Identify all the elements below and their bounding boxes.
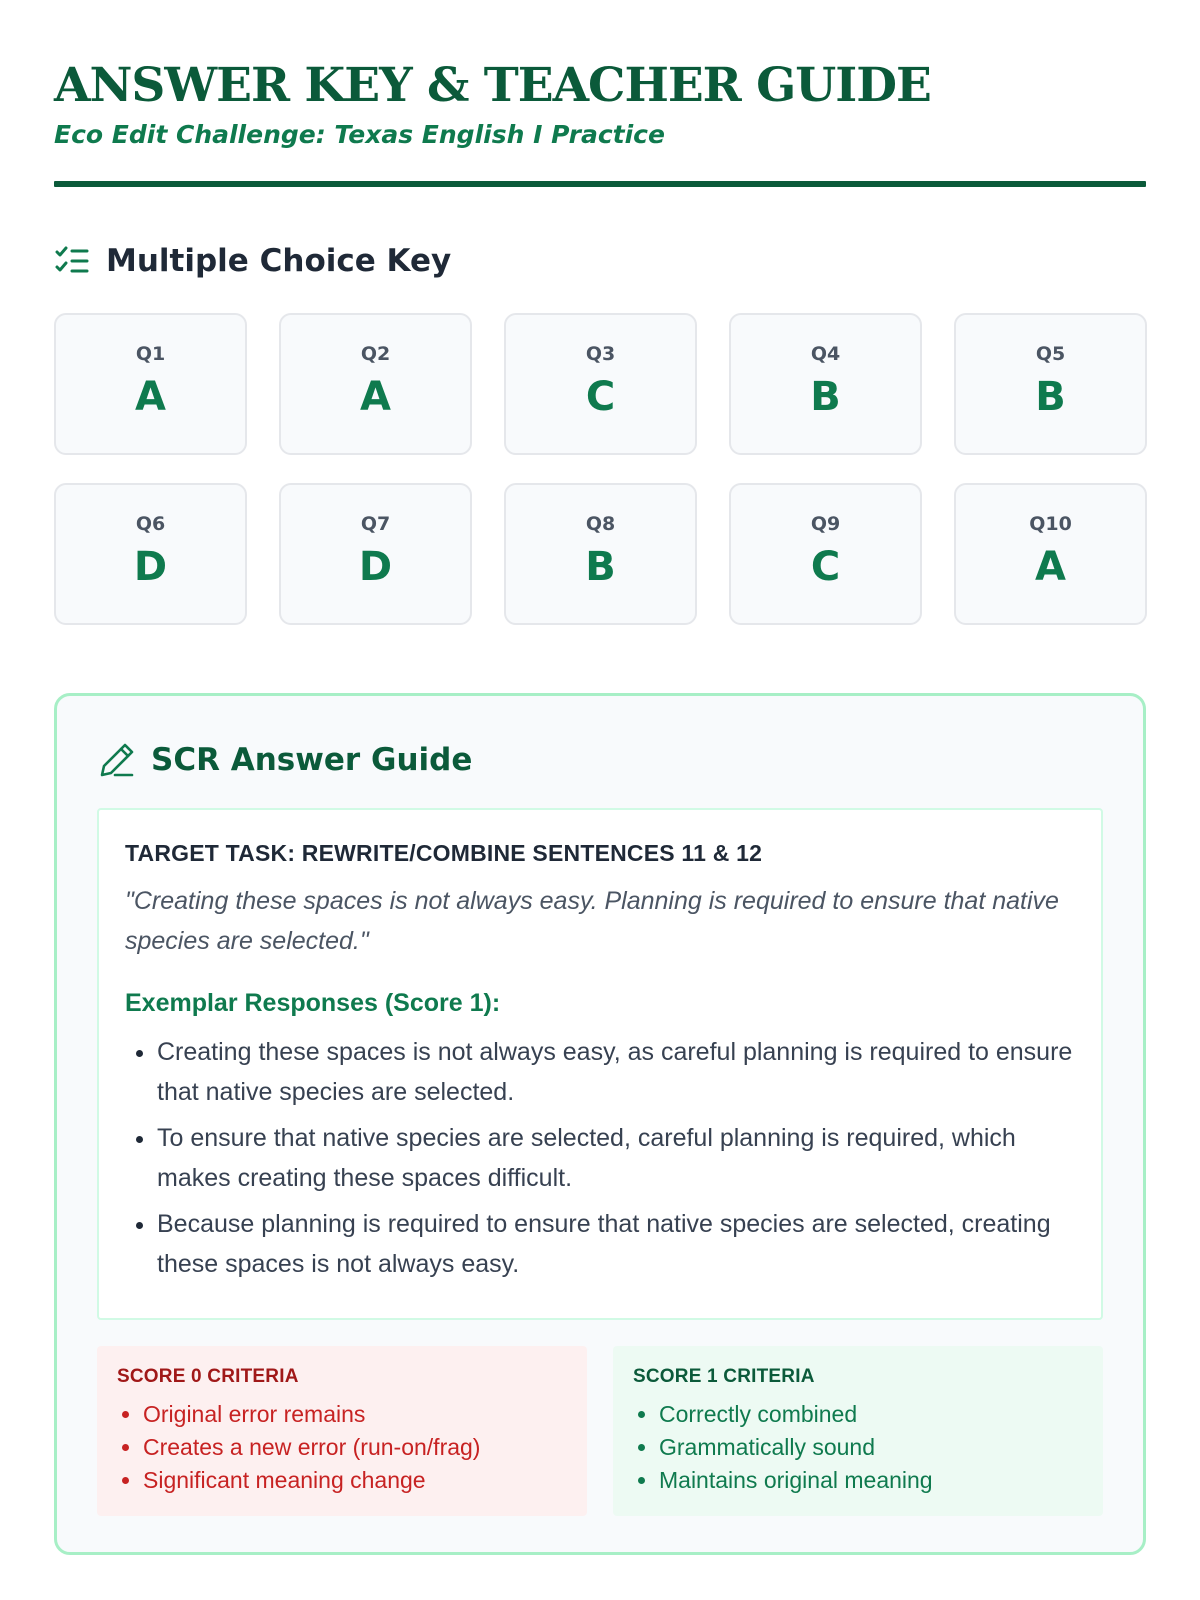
criteria-item: • Correctly combined (659, 1398, 1083, 1431)
score-0-title: SCORE 0 CRITERIA (117, 1366, 299, 1387)
criteria-item: • Significant meaning change (143, 1464, 567, 1497)
answer-letter: B (585, 544, 616, 590)
question-number: Q5 (1035, 343, 1066, 365)
question-number: Q3 (585, 343, 616, 365)
score-0-criteria (97, 1346, 587, 1516)
answer-card (54, 313, 247, 455)
answer-card (729, 483, 922, 625)
mc-section-title: Multiple Choice Key (106, 243, 452, 279)
answer-card (279, 313, 472, 455)
answer-letter: D (133, 544, 168, 590)
scr-section-header (97, 740, 1103, 780)
answer-card (729, 313, 922, 455)
question-number: Q1 (135, 343, 166, 365)
answer-letter: A (135, 374, 166, 420)
exemplar-item: • Because planning is required to ensure that native species are selected, creating these spaces is not always easy. (157, 1204, 1075, 1284)
page-subtitle: Eco Edit Challenge: Texas English I Practice (54, 120, 665, 149)
score-0-list (117, 1398, 567, 1497)
scr-guide-panel (54, 693, 1146, 1555)
scr-section-title: SCR Answer Guide (151, 742, 473, 778)
pen-icon (97, 740, 137, 780)
criteria-row (97, 1346, 1103, 1516)
answer-card (54, 483, 247, 625)
answer-card (954, 313, 1147, 455)
header-divider (54, 181, 1146, 187)
question-number: Q7 (360, 513, 391, 535)
question-number: Q2 (360, 343, 391, 365)
question-number: Q9 (810, 513, 841, 535)
criteria-item: • Maintains original meaning (659, 1464, 1083, 1497)
exemplar-list (125, 1032, 1075, 1284)
answer-letter: B (1035, 374, 1066, 420)
answer-card (954, 483, 1147, 625)
page-title: ANSWER KEY & TEACHER GUIDE (54, 58, 931, 113)
exemplar-item: • To ensure that native species are selected, careful planning is required, which makes creating these spaces difficult. (157, 1118, 1075, 1198)
answer-letter: D (358, 544, 393, 590)
answer-card (279, 483, 472, 625)
answer-letter: B (810, 374, 841, 420)
answer-grid (54, 313, 1146, 625)
criteria-item: • Creates a new error (run-on/frag) (143, 1431, 567, 1464)
criteria-item: • Original error remains (143, 1398, 567, 1431)
target-task-box (97, 808, 1103, 1320)
criteria-item: • Grammatically sound (659, 1431, 1083, 1464)
question-number: Q8 (585, 513, 616, 535)
exemplar-title: Exemplar Responses (Score 1): (125, 989, 501, 1017)
question-number: Q10 (1029, 513, 1072, 535)
mc-section-header (54, 243, 1146, 279)
question-number: Q4 (810, 343, 841, 365)
answer-card (504, 313, 697, 455)
header (54, 0, 1146, 187)
answer-letter: A (1035, 544, 1066, 590)
score-1-title: SCORE 1 CRITERIA (633, 1366, 815, 1387)
target-task-quote: "Creating these spaces is not always easy. Planning is required to ensure that native species are selected." (125, 887, 1059, 955)
question-number: Q6 (135, 513, 166, 535)
answer-letter: C (810, 544, 841, 590)
list-check-icon (54, 243, 90, 279)
answer-letter: C (585, 374, 616, 420)
answer-letter: A (360, 374, 391, 420)
answer-card (504, 483, 697, 625)
score-1-criteria (613, 1346, 1103, 1516)
score-1-list (633, 1398, 1083, 1497)
exemplar-item: • Creating these spaces is not always easy, as careful planning is required to ensure that native species are selected. (157, 1032, 1075, 1112)
target-task-label: TARGET TASK: REWRITE/COMBINE SENTENCES 11 & 12 (125, 840, 763, 866)
